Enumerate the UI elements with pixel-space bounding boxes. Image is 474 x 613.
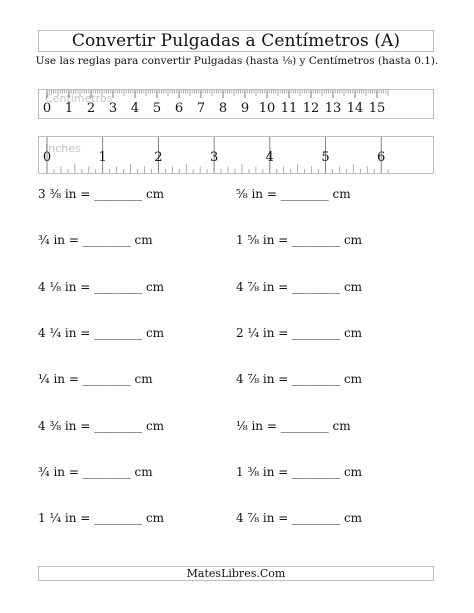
cm-number-15: 15 [368, 101, 386, 116]
centimeter-ruler-label: Centímetros [45, 92, 113, 105]
cm-number-13: 13 [324, 101, 342, 116]
inch-ruler-label: Inches [45, 142, 81, 155]
inch-number-2: 2 [154, 150, 163, 165]
cm-number-1: 1 [64, 101, 74, 116]
inch-number-3: 3 [209, 150, 219, 165]
cm-number-11: 11 [280, 101, 298, 116]
problem-2-right: 1 ⅝ in = ________ cm [236, 233, 363, 248]
cm-number-5: 5 [152, 101, 162, 116]
cm-number-8: 8 [218, 101, 228, 116]
problem-6-left: 4 ⅜ in = ________ cm [38, 418, 165, 433]
cm-number-4: 4 [130, 101, 140, 116]
cm-number-0: 0 [42, 101, 52, 116]
footer [38, 566, 434, 581]
cm-number-6: 6 [174, 101, 184, 116]
problem-7-left: ¾ in = ________ cm [38, 464, 153, 479]
inch-number-4: 4 [265, 150, 274, 165]
problem-4-right: 2 ¼ in = ________ cm [236, 325, 363, 340]
inch-number-6: 6 [377, 150, 386, 165]
problem-1-left: 3 ⅜ in = ________ cm [38, 187, 165, 201]
problem-1-right: ⅝ in = ________ cm [236, 187, 351, 201]
problem-4-left: 4 ¼ in = ________ cm [38, 325, 165, 340]
problem-2-left: ¾ in = ________ cm [38, 233, 153, 248]
problem-6-right: ⅛ in = ________ cm [236, 418, 351, 433]
footer-site-name: MatesLibres.Com [186, 567, 286, 580]
worksheet-title: Convertir Pulgadas a Centímetros (A) [71, 31, 401, 51]
cm-number-10: 10 [258, 101, 276, 116]
problem-5-left: ¼ in = ________ cm [38, 372, 153, 387]
instructions: Use las reglas para convertir Pulgadas (hasta ⅛) y Centímetros (hasta 0.1). [35, 55, 439, 67]
problem-8-right: 4 ⅞ in = ________ cm [236, 511, 363, 526]
inch-number-0: 0 [42, 150, 52, 165]
inch-number-5: 5 [321, 150, 330, 165]
problem-3-left: 4 ⅛ in = ________ cm [38, 279, 165, 294]
inch-number-1: 1 [98, 150, 107, 165]
cm-number-12: 12 [302, 101, 320, 116]
problem-8-left: 1 ¼ in = ________ cm [38, 511, 165, 526]
problem-3-right: 4 ⅞ in = ________ cm [236, 279, 363, 294]
cm-number-2: 2 [86, 101, 96, 116]
problem-7-right: 1 ⅜ in = ________ cm [236, 464, 363, 479]
cm-number-7: 7 [196, 101, 206, 116]
cm-number-14: 14 [346, 101, 364, 116]
cm-number-9: 9 [240, 101, 250, 116]
problem-5-right: 4 ⅞ in = ________ cm [236, 372, 363, 387]
cm-number-3: 3 [108, 101, 118, 116]
